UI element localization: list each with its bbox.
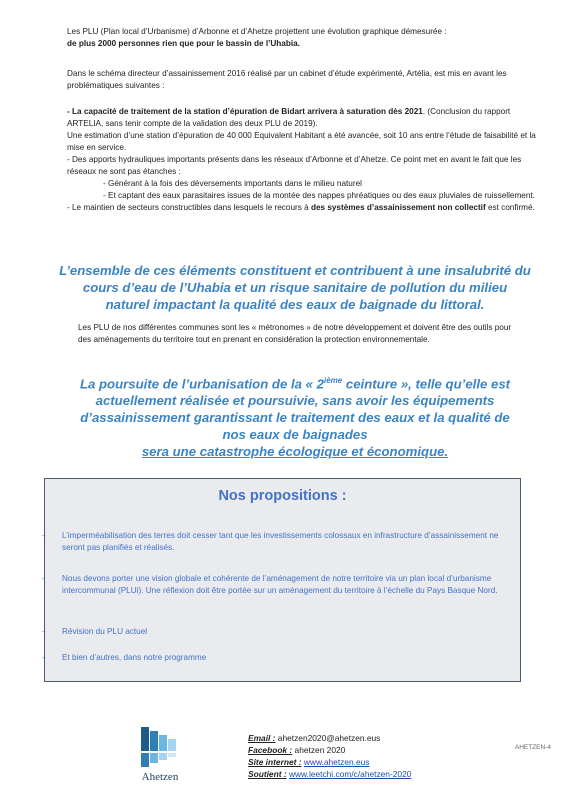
- issue-2-sub-1: - Générant à la fois des déversements importants dans le milieu naturel: [103, 179, 362, 188]
- page-label: AHETZEN-4: [514, 744, 551, 751]
- schema-paragraph: Dans le schéma directeur d’assainissement 2016 réalisé par un cabinet d’étude expérimenté, Artélia, est mis en avant les problématiques suivantes :: [67, 69, 507, 90]
- proposition-2-text: Nous devons porter une vision globale et cohérente de l’aménagement de notre territoire via un plan local d’urbanisme intercommunal (PLUi). Une réflexion doit être portée sur un aménagement du territoire à l’échelle du Pays Basque Nord.: [62, 574, 498, 595]
- site-link[interactable]: www.ahetzen.eus: [303, 757, 370, 767]
- proposition-3-dash: -: [42, 627, 45, 636]
- logo-wordmark: Ahetzen: [141, 771, 179, 783]
- proposition-4-text: Et bien d’autres, dans notre programme: [62, 653, 207, 662]
- issue-3-bold: des systèmes d’assainissement non collectif: [310, 203, 486, 212]
- soutien-link[interactable]: www.leetchi.com/c/ahetzen-2020: [288, 769, 412, 779]
- issue-3-start: - Le maintien de secteurs constructibles dans lesquels le recours à: [67, 203, 311, 212]
- issue-1-extra: Une estimation d’une station d’épuration de 40 000 Equivalent Habitant a été avancée, soit 10 ans entre l’étude de faisabilité et la mise en service.: [67, 131, 536, 152]
- quote-1-line-3: naturel impactant la qualité des eaux de baignade du littoral.: [105, 297, 485, 312]
- ahetzen-logo: [140, 726, 180, 786]
- site-label: Site internet :: [248, 757, 302, 767]
- quote-2-line-2: actuellement réalisée et poursuivie, sans avoir les équipements: [95, 393, 495, 409]
- proposition-1-dash: -: [42, 531, 45, 540]
- email-value[interactable]: ahetzen2020@ahetzen.eus: [277, 733, 381, 743]
- issue-2: - Des apports hydrauliques importants présents dans les réseaux d’Arbonne et d’Ahetze. Ce point met en avant le fait que les réseaux ne sont pas étanches :: [67, 155, 522, 176]
- issue-1-rest: . (Conclusion du rapport ARTELIA, sans tenir compte de la validation des deux PLU de 2019).: [67, 107, 511, 128]
- highlight-quote-2: [40, 372, 550, 460]
- proposition-1-text: L’imperméabilisation des terres doit cesser tant que les investissements colossaux en infrastructure d’assainissement ne seront pas planifiés et réalisés.: [62, 531, 499, 552]
- ahetzen-logo-mark: [140, 726, 180, 770]
- quote-2-line-1b: ceinture », telle qu’elle est: [342, 376, 511, 392]
- contact-facebook: [248, 744, 411, 756]
- intro-line-2: de plus 2000 personnes rien que pour le bassin de l’Uhabia.: [67, 39, 300, 48]
- facebook-label: Facebook :: [248, 745, 293, 755]
- issues-list: [67, 106, 537, 214]
- contact-block: [248, 732, 411, 780]
- contact-soutien: [248, 768, 411, 780]
- quote-2-line-1a: La poursuite de l’urbanisation de la « 2: [79, 376, 324, 392]
- proposition-2-dash: -: [42, 574, 45, 583]
- propositions-title: Nos propositions :: [218, 488, 347, 504]
- issue-1-bold: - La capacité de traitement de la station d’épuration de Bidart arrivera à saturation dès 2021: [67, 107, 423, 116]
- quote-2-line-1: [40, 372, 550, 392]
- quote-2-line-5: sera une catastrophe écologique et économique.: [141, 444, 449, 460]
- issue-3-end: est confirmé.: [485, 203, 535, 212]
- facebook-value[interactable]: ahetzen 2020: [294, 745, 346, 755]
- intro-paragraph: [67, 26, 537, 50]
- quote-1-line-1: L’ensemble de ces éléments constituent et contribuent à une insalubrité du: [59, 263, 531, 278]
- proposition-4-dash: -: [42, 653, 45, 662]
- issue-3: [67, 202, 537, 214]
- email-label: Email :: [248, 733, 276, 743]
- proposition-3-text: Révision du PLU actuel: [62, 627, 148, 636]
- contact-site: [248, 756, 411, 768]
- contact-email: [248, 732, 411, 744]
- propositions-box: [44, 478, 521, 682]
- quote-1-line-2: cours d’eau de l’Uhabia et un risque sanitaire de pollution du milieu: [82, 280, 508, 295]
- highlight-quote-1: [40, 262, 550, 313]
- issue-1: [67, 106, 537, 130]
- plu-paragraph: Les PLU de nos différentes communes sont les « métronomes » de notre développement et doivent être des outils pour des aménagements du territoire tout en prenant en considération la protection environnementale.: [78, 323, 512, 344]
- intro-line-1: Les PLU (Plan local d’Urbanisme) d’Arbonne et d’Ahetze projettent une évolution graphique démesurée :: [67, 27, 447, 36]
- soutien-label: Soutient :: [248, 769, 287, 779]
- quote-2-sup: ième: [323, 376, 343, 385]
- issue-2-sub-2: - Et captant des eaux parasitaires issues de la montée des nappes phréatiques ou des eaux pluviales de ruissellement.: [103, 191, 535, 200]
- quote-2-line-4: nos eaux de baignades: [222, 427, 368, 443]
- quote-2-line-3: d’assainissement garantissant le traitement des eaux et la qualité de: [80, 410, 510, 426]
